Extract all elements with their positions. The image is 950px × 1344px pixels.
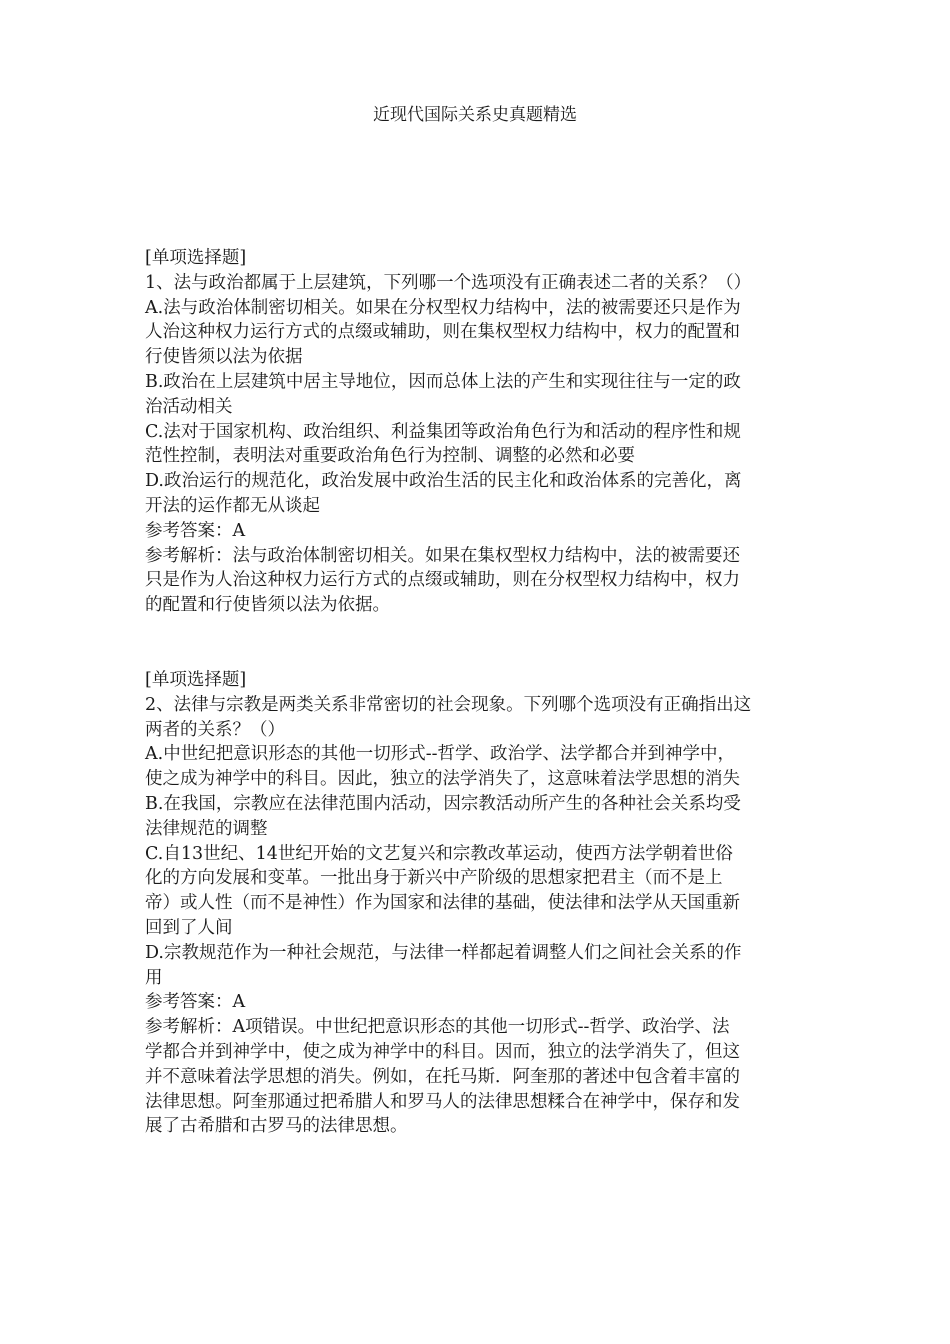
question-text-line: 两者的关系？（） [145, 719, 285, 740]
question-text-line: 回到了人间 [145, 917, 233, 938]
question-text-line: A.中世纪把意识形态的其他一切形式--哲学、政治学、法学都合并到神学中， [145, 744, 736, 765]
question-text-line: 化的方向发展和变革。一批出身于新兴中产阶级的思想家把君主（而不是上 [145, 868, 723, 889]
question-text-line: 法律思想。阿奎那通过把希腊人和罗马人的法律思想糅合在神学中，保存和发 [145, 1091, 740, 1112]
question-text-line: [单项选择题] [145, 670, 247, 690]
question-text-line: 参考答案：A [145, 520, 246, 541]
question-text-line: 用 [145, 967, 163, 988]
question-text-line: D.政治运行的规范化，政治发展中政治生活的民主化和政治体系的完善化，离 [145, 471, 742, 492]
question-2 [145, 668, 815, 1139]
question-text-line: 2、法律与宗教是两类关系非常密切的社会现象。下列哪个选项没有正确指出这 [145, 694, 752, 715]
question-text-line: 帝）或人性（而不是神性）作为国家和法律的基础，使法律和法学从天国重新 [145, 893, 740, 914]
question-text-line: 参考解析：法与政治体制密切相关。如果在集权型权力结构中，法的被需要还 [145, 545, 740, 566]
question-text-line: 范性控制，表明法对重要政治角色行为控制、调整的必然和必要 [145, 446, 635, 467]
question-text-line: D.宗教规范作为一种社会规范，与法律一样都起着调整人们之间社会关系的作 [145, 942, 742, 963]
question-text-line: 行使皆须以法为依据 [145, 347, 303, 368]
question-text-line: A.法与政治体制密切相关。如果在分权型权力结构中，法的被需要还只是作为 [145, 297, 741, 318]
question-text-line: 只是作为人治这种权力运行方式的点缀或辅助，则在分权型权力结构中，权力 [145, 570, 740, 591]
question-text-line: [单项选择题] [145, 248, 247, 268]
question-text-line: 并不意味着法学思想的消失。例如，在托马斯．阿奎那的著述中包含着丰富的 [145, 1066, 740, 1087]
question-text-line: 学都合并到神学中，使之成为神学中的科目。因而，独立的法学消失了，但这 [145, 1041, 740, 1062]
question-text-line: C.自13世纪、14世纪开始的文艺复兴和宗教改革运动，使西方法学朝着世俗 [145, 843, 733, 864]
question-text-line: 使之成为神学中的科目。因此，独立的法学消失了，这意味着法学思想的消失 [145, 769, 740, 790]
question-text-line: B.政治在上层建筑中居主导地位，因而总体上法的产生和实现往往与一定的政 [145, 371, 741, 392]
question-text-line: 开法的运作都无从谈起 [145, 495, 320, 516]
question-text-line: C.法对于国家机构、政治组织、利益集团等政治角色行为和活动的程序性和规 [145, 421, 741, 442]
question-text-line: 参考答案：A [145, 992, 246, 1013]
question-1 [145, 246, 815, 618]
question-text-line: 的配置和行使皆须以法为依据。 [145, 595, 390, 616]
question-text-line: 治活动相关 [145, 396, 233, 417]
document-title: 近现代国际关系史真题精选 [373, 105, 577, 125]
question-text-line: B.在我国，宗教应在法律范围内活动，因宗教活动所产生的各种社会关系均受 [145, 793, 741, 814]
question-text-line: 人治这种权力运行方式的点缀或辅助，则在集权型权力结构中，权力的配置和 [145, 322, 740, 343]
question-text-line: 参考解析：A项错误。中世纪把意识形态的其他一切形式--哲学、政治学、法 [145, 1017, 730, 1038]
question-text-line: 法律规范的调整 [145, 818, 268, 839]
question-text-line: 1、法与政治都属于上层建筑，下列哪一个选项没有正确表述二者的关系？（） [145, 272, 752, 293]
question-text-line: 展了古希腊和古罗马的法律思想。 [145, 1116, 408, 1137]
